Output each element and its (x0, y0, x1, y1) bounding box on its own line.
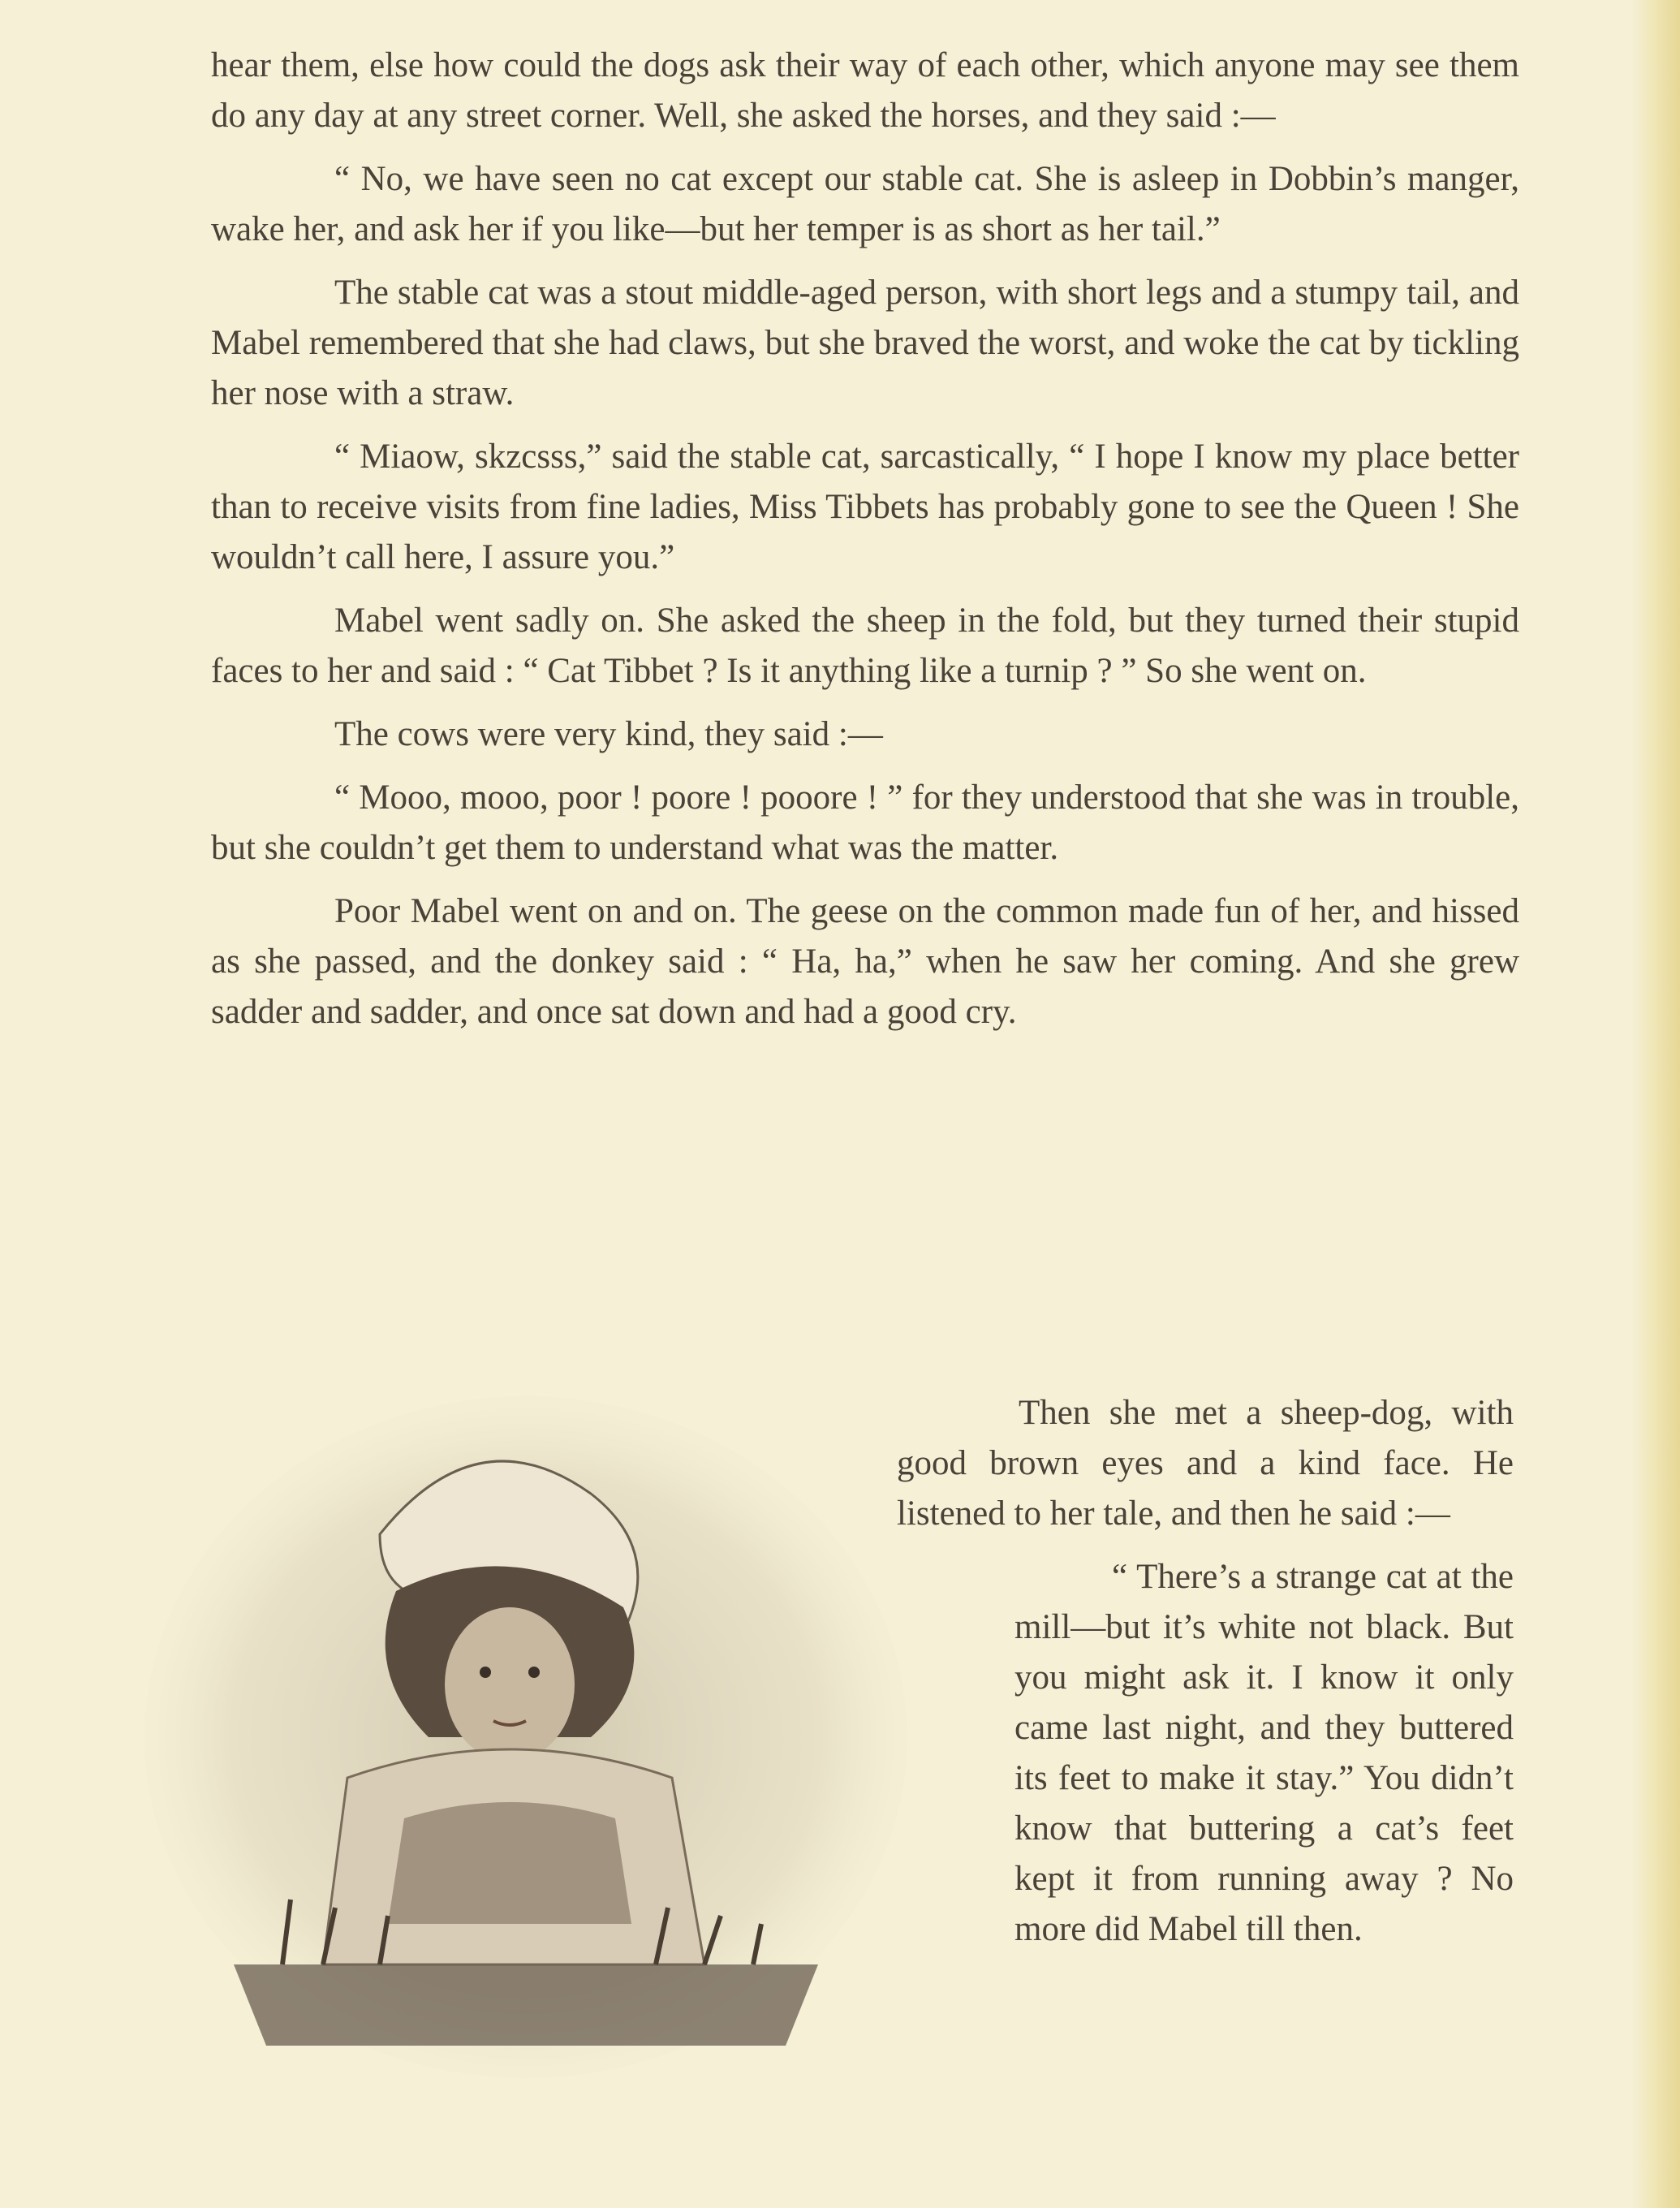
paragraph-2: “ No, we have seen no cat except our stable cat. She is asleep in Dobbin’s manger, wake her, and ask her if you like—but her temper is as short as her tail.” (211, 160, 1519, 248)
paragraph-1: hear them, else how could the dogs ask their way of each other, which anyone may see them do any day at any street corner. Well, she asked the horses, and they said :— (211, 46, 1519, 135)
side-paragraph-1: Then she met a sheep-dog, with good brown eyes and a kind face. He listened to her tale, and then he said :— (897, 1394, 1514, 1533)
paragraph-5: Mabel went sadly on. She asked the sheep in the fold, but they turned their stupid faces to her and said : “ Cat Tibbet ? Is it anything like a turnip ? ” So she went on. (211, 602, 1519, 690)
paragraph-7: “ Mooo, mooo, poor ! poore ! pooore ! ” for they understood that she was in trouble, but she couldn’t get them to understand what was the matter. (211, 778, 1519, 867)
paragraph-8: Poor Mabel went on and on. The geese on the common made fun of her, and hissed as she passed, and the donkey said : “ Ha, ha,” when he saw her coming. And she grew sadder and sadder, and once sat down and had a good cry. (211, 892, 1519, 1031)
side-paragraph-2: “ There’s a strange cat at the mill—but it’s white not black. But you might ask it. I know it only came last night, and they buttered its feet to make it stay.” You didn’t know that buttering a cat’s feet kept it from running away ? No more did Mabel till then. (1014, 1558, 1514, 1948)
main-text (211, 41, 1519, 1050)
paragraph-4: “ Miaow, skzcsss,” said the stable cat, sarcastically, “ I hope I know my place better than to receive visits from fine ladies, Miss Tibbets has probably gone to see the Queen ! She wouldn’t call here, I assure you.” (211, 438, 1519, 576)
page-edge (1631, 0, 1680, 2208)
paragraph-3: The stable cat was a stout middle-aged person, with short legs and a stumpy tail, and Mabel remembered that she had claws, but she braved the worst, and woke the cat by tickling her nose with a straw. (211, 274, 1519, 412)
illustration-girl-in-bonnet (136, 1396, 915, 2094)
side-text (897, 1388, 1514, 1968)
paragraph-6: The cows were very kind, they said :— (334, 715, 883, 753)
